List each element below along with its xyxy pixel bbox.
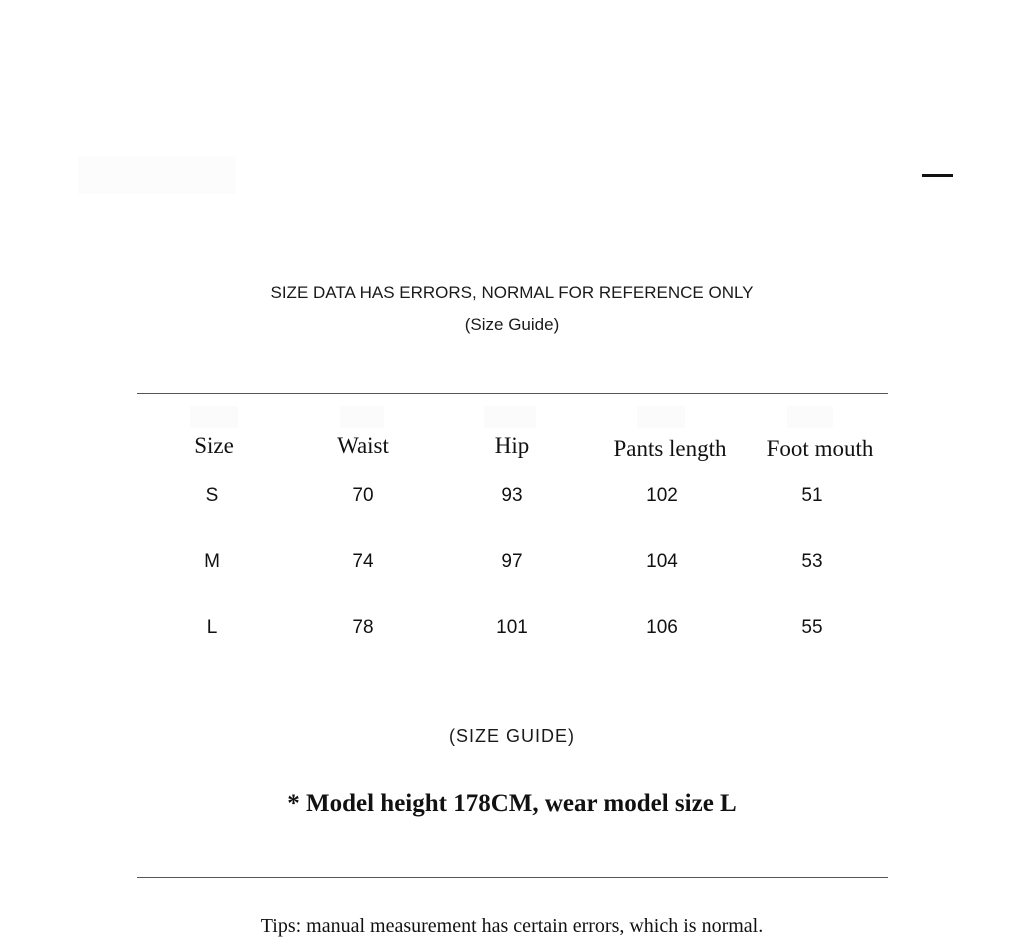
table-cell: S xyxy=(205,485,219,506)
top-divider xyxy=(137,393,888,394)
table-cell: 93 xyxy=(501,485,523,506)
model-note: * Model height 178CM, wear model size L xyxy=(287,790,737,817)
size-guide-subtitle: (Size Guide) xyxy=(464,315,560,334)
dash-mark xyxy=(922,174,953,177)
faint-header-patch xyxy=(484,406,536,428)
table-cell: 97 xyxy=(501,551,523,572)
faint-header-patch xyxy=(190,406,238,428)
column-header-size: Size xyxy=(194,433,234,458)
table-cell: 106 xyxy=(646,617,678,638)
table-cell: L xyxy=(206,617,218,638)
table-cell: 55 xyxy=(801,617,823,638)
size-guide-label: (SIZE GUIDE) xyxy=(448,726,575,746)
table-cell: M xyxy=(204,551,220,572)
faint-header-patch xyxy=(637,406,685,428)
faint-header-patch xyxy=(340,406,384,428)
table-cell: 104 xyxy=(646,551,678,572)
table-cell: 101 xyxy=(496,617,528,638)
table-cell: 51 xyxy=(801,485,823,506)
column-header-pants-length: Pants length xyxy=(613,436,727,461)
table-cell: 53 xyxy=(801,551,823,572)
table-cell: 78 xyxy=(352,617,374,638)
reference-notice: SIZE DATA HAS ERRORS, NORMAL FOR REFERENCE ONLY xyxy=(270,283,754,302)
column-header-hip: Hip xyxy=(494,433,530,458)
column-header-waist: Waist xyxy=(337,433,389,458)
faint-header-patch xyxy=(787,406,833,428)
table-cell: 70 xyxy=(352,485,374,506)
faint-background-block xyxy=(78,156,236,194)
table-cell: 102 xyxy=(646,485,678,506)
column-header-foot-mouth: Foot mouth xyxy=(766,436,874,461)
tips-text: Tips: manual measurement has certain errors, which is normal. xyxy=(260,915,764,937)
bottom-divider xyxy=(137,877,888,878)
table-cell: 74 xyxy=(352,551,374,572)
